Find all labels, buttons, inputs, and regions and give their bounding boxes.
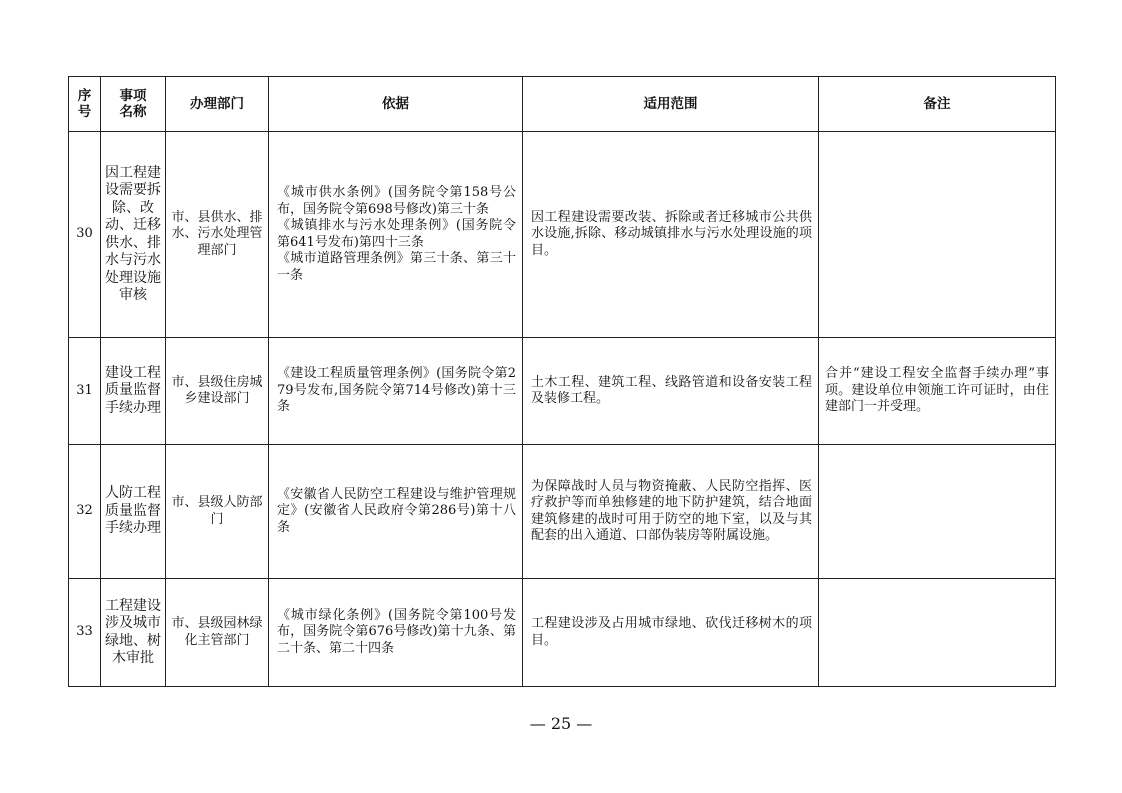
row-basis bbox=[269, 445, 523, 579]
row-number: 30 bbox=[69, 132, 101, 338]
table-row bbox=[69, 338, 1056, 445]
row-scope: 为保障战时人员与物资掩蔽、人民防空指挥、医疗救护等而单独修建的地下防护建筑，结合地面建筑修建的战时可用于防空的地下室，以及与其配套的出入通道、口部伪装房等附属设施。 bbox=[523, 445, 819, 579]
basis-line: 《建设工程质量管理条例》(国务院令第279号发布,国务院令第714号修改)第十三条 bbox=[277, 366, 516, 415]
basis-line: 《城镇排水与污水处理条例》(国务院令第641号发布)第四十三条 bbox=[277, 218, 516, 250]
table-row bbox=[69, 579, 1056, 687]
row-item: 因工程建设需要拆除、改动、迁移供水、排水与污水处理设施审核 bbox=[101, 132, 166, 338]
row-dept: 市、县级住房城乡建设部门 bbox=[166, 338, 269, 445]
basis-line: 《城市供水条例》(国务院令第158号公布，国务院令第698号修改)第三十条 bbox=[277, 185, 516, 217]
header-no-line1: 序 bbox=[77, 87, 92, 104]
row-scope: 土木工程、建筑工程、线路管道和设备安装工程及装修工程。 bbox=[523, 338, 819, 445]
matters-table bbox=[68, 76, 1056, 687]
row-item: 建设工程质量监督手续办理 bbox=[101, 338, 166, 445]
header-item-line1: 事项 bbox=[119, 87, 147, 104]
header-no bbox=[69, 77, 101, 132]
row-scope: 因工程建设需要改装、拆除或者迁移城市公共供水设施,拆除、移动城镇排水与污水处理设施的项目。 bbox=[523, 132, 819, 338]
header-basis: 依据 bbox=[269, 77, 523, 132]
row-note bbox=[819, 445, 1056, 579]
basis-line: 《城市绿化条例》(国务院令第100号发布，国务院令第676号修改)第十九条、第二十条、第二十四条 bbox=[277, 607, 516, 656]
header-no-line2: 号 bbox=[77, 104, 92, 120]
basis-line: 《城市道路管理条例》第三十条、第三十一条 bbox=[277, 251, 516, 283]
table-row bbox=[69, 445, 1056, 579]
row-scope: 工程建设涉及占用城市绿地、砍伐迁移树木的项目。 bbox=[523, 579, 819, 687]
header-item-line2: 名称 bbox=[119, 104, 147, 120]
row-item: 人防工程质量监督手续办理 bbox=[101, 445, 166, 579]
page-number: — 25 — bbox=[529, 714, 593, 733]
table-row bbox=[69, 132, 1056, 338]
header-item bbox=[101, 77, 166, 132]
row-number: 33 bbox=[69, 579, 101, 687]
row-dept: 市、县级人防部门 bbox=[166, 445, 269, 579]
row-number: 32 bbox=[69, 445, 101, 579]
table-header-row bbox=[69, 77, 1056, 132]
row-note: 合并“建设工程安全监督手续办理”事项。建设单位申领施工许可证时，由住建部门一并受理。 bbox=[819, 338, 1056, 445]
row-dept: 市、县级园林绿化主管部门 bbox=[166, 579, 269, 687]
row-dept: 市、县供水、排水、污水处理管理部门 bbox=[166, 132, 269, 338]
row-number: 31 bbox=[69, 338, 101, 445]
header-scope: 适用范围 bbox=[523, 77, 819, 132]
header-note: 备注 bbox=[819, 77, 1056, 132]
row-basis bbox=[269, 132, 523, 338]
row-basis bbox=[269, 579, 523, 687]
row-note bbox=[819, 132, 1056, 338]
row-note bbox=[819, 579, 1056, 687]
row-basis bbox=[269, 338, 523, 445]
basis-line: 《安徽省人民防空工程建设与维护管理规定》(安徽省人民政府令第286号)第十八条 bbox=[277, 486, 516, 535]
row-item: 工程建设涉及城市绿地、树木审批 bbox=[101, 579, 166, 687]
header-dept: 办理部门 bbox=[166, 77, 269, 132]
